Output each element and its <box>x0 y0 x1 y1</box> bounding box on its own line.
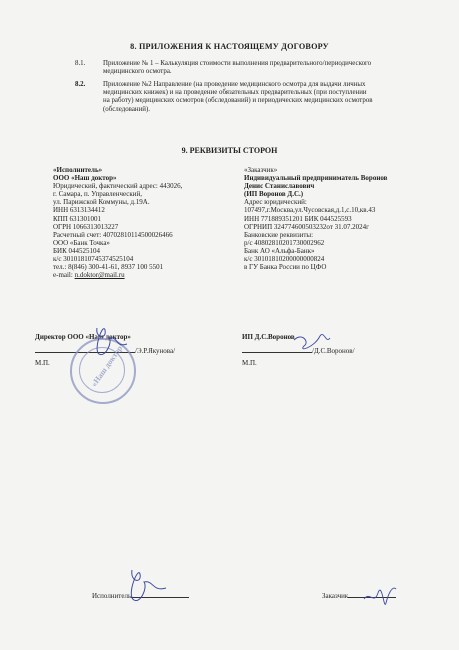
customer-line: ИНН 771889351201 БИК 044525593 <box>244 214 352 223</box>
customer-name-line: Денис Станиславович <box>244 182 315 191</box>
customer-signature-footer <box>360 575 400 615</box>
executor-name: ООО «Наш доктор» <box>53 174 117 183</box>
executor-sign-name: /Э.Р.Якунова/ <box>135 347 176 355</box>
appendix-text-line: медицинского осмотра. <box>103 68 172 76</box>
appendix-number: 8.1. <box>75 60 86 67</box>
customer-signature-upper <box>290 328 335 363</box>
customer-name-line: Индивидуальный предприниматель Воронов <box>244 174 388 183</box>
customer-mp: М.П. <box>242 359 257 367</box>
appendix-item-2 <box>0 81 459 117</box>
appendix-text-line: на работу) медицинских осмотров (обследований) и периодических медицинских осмотров <box>103 97 373 105</box>
customer-line: р/с 40802810201730002962 <box>244 238 325 247</box>
executor-requisites <box>53 166 243 279</box>
appendix-item-1 <box>0 60 459 80</box>
customer-name-line: (ИП Воронов Д.С.) <box>244 190 304 199</box>
customer-line: ОГРНИП 324774600503232от 31.07.2024г <box>244 222 369 231</box>
executor-line: г. Самара, п. Управленческий, <box>53 190 143 199</box>
footer-customer-label: Заказчик <box>322 592 349 600</box>
email-label: e-mail: <box>53 271 75 280</box>
appendix-text-line: (обследований). <box>103 105 150 113</box>
executor-mp: М.П. <box>35 359 50 367</box>
stamp-text: «Наш доктор» <box>89 340 127 389</box>
customer-role: «Заказчик» <box>244 166 278 174</box>
customer-line: в ГУ Банка России по ЦФО <box>244 263 327 272</box>
customer-sign-title: ИП Д.С.Воронов <box>242 333 295 341</box>
customer-line: к/с 30101810200000000824 <box>244 255 325 264</box>
executor-signature-footer <box>118 562 178 607</box>
appendix-number: 8.2. <box>75 81 86 88</box>
executor-signature-upper <box>85 320 140 360</box>
appendix-text-line: Приложение №2 Направление (на проведение медицинского осмотра для выдачи личных <box>103 81 366 88</box>
executor-email-line <box>53 271 243 279</box>
customer-line: Банк АО «Альфа-Банк» <box>244 246 315 255</box>
customer-sign-name: /Д.С.Воронов/ <box>312 347 355 355</box>
customer-requisites <box>244 166 444 271</box>
executor-line: к/с 30101810745374525104 <box>53 255 134 264</box>
executor-line: тел.: 8(846) 300-41-61, 8937 100 5501 <box>53 263 164 272</box>
executor-line: ИНН 6313134412 <box>53 206 105 215</box>
appendix-text-line: медицинских книжек) и на проведение обязательных предварительных (при поступлении <box>103 89 367 97</box>
customer-line: Банковские реквизиты: <box>244 230 314 239</box>
section-8-title: 8. ПРИЛОЖЕНИЯ К НАСТОЯЩЕМУ ДОГОВОРУ <box>130 42 329 51</box>
customer-line: 107497,г.Москва,ул.Чусовская,д.1,с.10,кв.43 <box>244 206 376 215</box>
executor-line: КПП 631301001 <box>53 214 102 223</box>
executor-line: БИК 044525104 <box>53 246 100 255</box>
appendix-text-line: Приложение № 1 – Калькуляция стоимости выполнения предварительного/периодического <box>103 60 372 67</box>
executor-line: ООО «Банк Точка» <box>53 238 110 247</box>
executor-sign-title: Директор ООО «Наш доктор» <box>35 333 131 341</box>
footer-executor-label: Исполнитель <box>92 592 132 600</box>
customer-line: Адрес юридический: <box>244 198 307 207</box>
executor-line: Расчетный счет: 40702810114500026466 <box>53 230 173 239</box>
executor-role: «Исполнитель» <box>53 166 103 174</box>
email-link[interactable]: n.doktor@mail.ru <box>74 271 125 280</box>
section-9-title: 9. РЕКВИЗИТЫ СТОРОН <box>181 146 278 155</box>
executor-line: Юридический, фактический адрес: 443026, <box>53 182 183 191</box>
executor-line: ул. Парижской Коммуны, д.19А. <box>53 198 150 207</box>
executor-line: ОГРН 1066313013227 <box>53 222 119 231</box>
